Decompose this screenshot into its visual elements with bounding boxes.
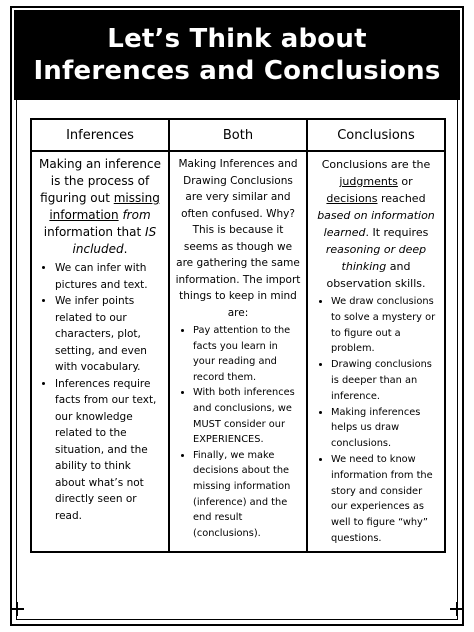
conclusions-intro-decisions: decisions	[326, 192, 378, 205]
title-banner	[14, 10, 460, 100]
conclusions-intro-requires: . It requires	[365, 226, 429, 239]
both-list	[175, 323, 301, 541]
conclusions-list	[313, 294, 439, 547]
conclusions-intro-or: or	[397, 175, 413, 188]
conclusions-intro-italic-reasoning: reasoning or deep thinking	[325, 243, 427, 273]
list-item: • Pay attention to the facts you learn in your reading and record them.	[193, 323, 301, 385]
inferences-list	[37, 260, 163, 524]
corner-cross-right	[450, 602, 464, 616]
list-item: • We draw conclusions to solve a mystery or to figure out a problem.	[331, 294, 439, 357]
title-line-2: Inferences and Conclusions	[33, 56, 441, 86]
list-item: • Making inferences helps us draw conclusions.	[331, 405, 439, 452]
both-cell	[169, 151, 307, 552]
inferences-cell	[31, 151, 169, 552]
inferences-intro	[37, 156, 163, 258]
header-row	[31, 119, 445, 151]
list-item: • We infer points related to our characters, plot, setting, and even with vocabulary.	[55, 293, 163, 376]
conclusions-intro-observation: and observation skills.	[326, 260, 426, 290]
inferences-intro-text-2: information that	[43, 225, 146, 239]
corner-cross-left	[10, 602, 24, 616]
inferences-intro-text: Making an inference is the process of figuring out	[39, 157, 161, 205]
conclusions-intro-judgments: judgments	[339, 175, 398, 188]
conclusions-intro-text: Conclusions are the	[321, 158, 431, 171]
conclusions-intro-reached: reached	[377, 192, 426, 205]
conclusions-intro-italic-based: based on information learned	[317, 209, 435, 239]
list-item: • Inferences require facts from our text, our knowledge related to the situation, and the ability to think about what’s not directly seen or read.	[55, 376, 163, 525]
inferences-intro-italic-from: from	[122, 208, 151, 222]
content-row	[31, 151, 445, 552]
comparison-table	[30, 118, 446, 553]
header-inferences: Inferences	[31, 119, 169, 151]
inferences-intro-italic-included: IS included	[72, 225, 157, 256]
list-item: • With both inferences and conclusions, we MUST consider our EXPERIENCES.	[193, 385, 301, 447]
list-item: • Drawing conclusions is deeper than an inference.	[331, 357, 439, 404]
both-intro: Making Inferences and Drawing Conclusions are very similar and often confused. Why? This is because it seems as though we are gathering the same information. The import things to keep in mind are:	[175, 158, 301, 319]
list-item: • Finally, we make decisions about the missing information (inference) and the end result (conclusions).	[193, 448, 301, 542]
inferences-intro-underline: missing information	[49, 191, 160, 222]
conclusions-intro	[313, 156, 439, 292]
header-conclusions: Conclusions	[307, 119, 445, 151]
title-line-1: Let’s Think about	[107, 24, 367, 54]
list-item: • We can infer with pictures and text.	[55, 260, 163, 293]
list-item: • We need to know information from the story and consider our experiences as well to figure “why” questions.	[331, 452, 439, 547]
header-both: Both	[169, 119, 307, 151]
inferences-intro-period: .	[123, 242, 128, 256]
conclusions-cell	[307, 151, 445, 552]
